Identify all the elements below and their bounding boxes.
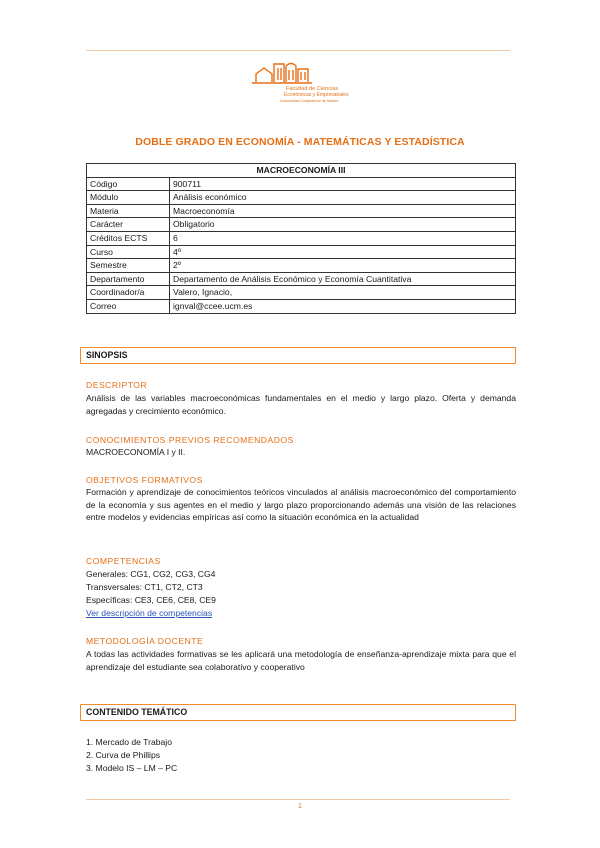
row-value: Análisis económico [170,191,516,205]
table-row [87,191,516,205]
row-value: ignval@ccee.ucm.es [170,299,516,313]
list-item: 1. Mercado de Trabajo [86,737,172,747]
table-row [87,299,516,313]
logo-line3: Universidad Complutense de Madrid [280,99,339,103]
row-value: Valero, Ignacio, [170,286,516,300]
faculty-logo [250,60,352,106]
table-row [87,177,516,191]
table-row [87,272,516,286]
previous-knowledge-label: CONOCIMIENTOS PREVIOS RECOMENDADOS [86,435,294,445]
row-label: Curso [87,245,170,259]
list-item: 2. Curva de Phillips [86,750,161,760]
row-value: Obligatorio [170,218,516,232]
objectives-label: OBJETIVOS FORMATIVOS [86,475,203,485]
row-label: Carácter [87,218,170,232]
degree-title: DOBLE GRADO EN ECONOMÍA - MATEMÁTICAS Y ESTADÍSTICA [135,136,465,148]
subject-info-table [86,163,516,314]
row-label: Correo [87,299,170,313]
page-number: 1 [298,803,302,810]
subject-name: MACROECONOMÍA III [87,164,516,178]
previous-knowledge-text: MACROECONOMÍA I y II. [86,447,186,457]
logo-line1: Facultad de Ciencias [286,86,339,92]
row-label: Créditos ECTS [87,231,170,245]
specific-competencies: Específicas: CE3, CE6, CE8, CE9 [86,595,216,605]
row-label: Coordinador/a [87,286,170,300]
row-label: Módulo [87,191,170,205]
row-value: Macroeconomía [170,204,516,218]
row-label: Semestre [87,259,170,273]
table-header-row [87,164,516,178]
table-row [87,218,516,232]
header-divider [86,50,510,51]
competencies-label: COMPETENCIAS [86,556,161,566]
logo-line2: Económicas y Empresariales [284,92,349,98]
methodology-text: A todas las actividades formativas se les aplicará una metodología de enseñanza-aprendizaje mixta para que el aprendizaje del estudiante sea colaborativo y cooperativo [86,649,516,672]
table-row [87,245,516,259]
table-row [87,204,516,218]
table-row [87,286,516,300]
row-value: 2º [170,259,516,273]
table-row [87,231,516,245]
descriptor-label: DESCRIPTOR [86,380,148,390]
table-row [87,259,516,273]
sinopsis-heading: SINOPSIS [80,347,516,364]
general-competencies: Generales: CG1, CG2, CG3, CG4 [86,569,216,579]
content-heading: CONTENIDO TEMÁTICO [80,704,516,721]
footer-divider [86,799,510,800]
methodology-label: METODOLOGÍA DOCENTE [86,636,204,646]
row-label: Departamento [87,272,170,286]
row-label: Materia [87,204,170,218]
row-value: 6 [170,231,516,245]
objectives-text: Formación y aprendizaje de conocimientos teóricos vinculados al análisis macroeconómico del comportamiento de la economía y sus agentes en el medio y largo plazo proporcionando además una visión de las relaciones entre modelos y evidencias empíricas así como la situación económica en la actualidad [86,487,516,523]
list-item: 3. Modelo IS – LM – PC [86,763,178,773]
row-value: 900711 [170,177,516,191]
descriptor-text: Análisis de las variables macroeconómicas fundamentales en el medio y largo plazo. Oferta y demanda agregadas y crecimiento económico. [86,393,516,416]
row-value: Departamento de Análisis Económico y Economía Cuantitativa [170,272,516,286]
row-value: 4º [170,245,516,259]
transversal-competencies: Transversales: CT1, CT2, CT3 [86,582,203,592]
row-label: Código [87,177,170,191]
competencies-link[interactable]: Ver descripción de competencias [86,608,213,618]
